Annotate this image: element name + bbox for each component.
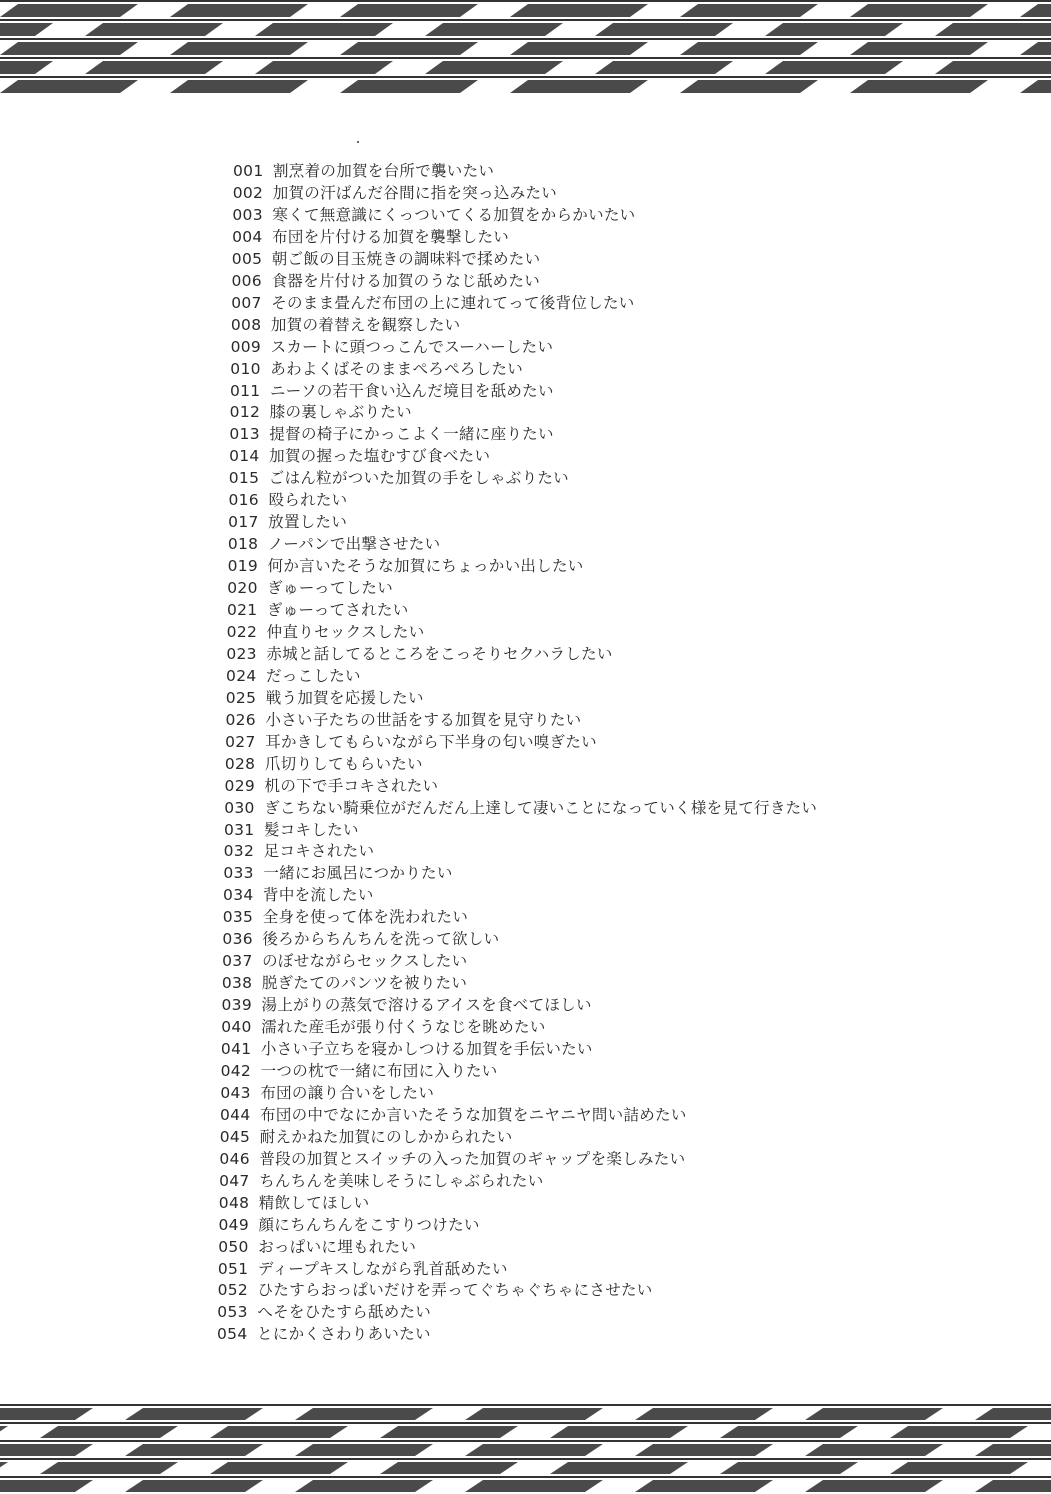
item-text: 朝ご飯の目玉焼きの調味料で揉めたい [271,249,541,268]
feather-segment [510,4,648,17]
feather-segment [680,80,818,93]
list-item [218,1236,416,1258]
item-text: 精飲してほしい [258,1193,370,1212]
list-item [219,1148,685,1170]
feather-segment [85,23,223,36]
item-text: 加賀の汗ばんだ谷間に指を突っ込みたい [272,183,558,202]
list-item [226,643,612,665]
list-item [232,204,635,226]
list-item [233,160,494,182]
list-item [228,489,347,511]
feather-segment [0,1426,8,1438]
item-number: 042 [220,1061,252,1080]
item-number: 009 [230,337,262,356]
feather-segment [125,1444,263,1456]
item-number: 029 [224,776,256,795]
list-item [218,1258,508,1280]
item-number: 031 [223,820,255,839]
stray-dot [357,141,359,143]
item-number: 019 [227,557,259,576]
bottom-arrow-pattern-band [0,1404,1051,1494]
item-number: 052 [217,1281,249,1300]
item-number: 004 [232,227,263,246]
arrow-feather-pattern-bottom [0,1404,1051,1494]
item-text: スカートに頭つっこんでスーハーしたい [270,337,554,356]
band-rule [0,57,1051,59]
feather-segment [975,1480,1051,1492]
item-text: 加賀の握った塩むすび食べたい [269,447,491,466]
feather-segment [1020,4,1051,17]
feather-segment [0,1480,93,1492]
feather-segment [125,1408,263,1420]
item-text: 布団の中でなにか言いたそうな加賀をニヤニヤ問い詰めたい [260,1105,687,1124]
item-text: ひたすらおっぱいだけを弄ってぐちゃぐちゃにさせたい [257,1281,653,1300]
list-item [222,972,467,994]
item-text: ニーソの若干食い込んだ境目を舐めたい [269,381,554,400]
feather-segment [720,1426,858,1438]
list-item [229,467,569,489]
arrow-feather-pattern-top [0,0,1051,105]
list-item [229,423,553,445]
item-text: 放置したい [268,513,348,532]
item-number: 043 [220,1083,251,1102]
list-item [231,336,554,358]
list-item [223,862,452,884]
item-text: 寒くて無意識にくっついてくる加賀をからかいたい [272,205,636,224]
item-text: 何か言いたそうな加賀にちょっかい出したい [267,557,584,576]
list-item [231,314,461,336]
item-number: 001 [233,162,264,180]
item-text: 耐えかねた加賀にのしかかられたい [259,1127,513,1146]
item-text: 爪切りしてもらいたい [264,754,423,773]
list-item [230,358,523,380]
list-item [225,775,439,797]
item-number: 016 [228,491,259,510]
item-text: ぎゅーってされたい [266,601,409,619]
item-text: 小さい子立ちを寝かしつける加賀を手伝いたい [260,1040,593,1058]
item-text: 背中を流したい [263,886,374,905]
band-rule [0,0,1051,2]
list-item [218,1279,653,1301]
item-text: 殴られたい [268,491,348,510]
feather-segment [0,1444,93,1456]
feather-segment [0,80,138,93]
item-number: 035 [222,908,254,927]
list-item [217,1323,431,1345]
item-text: 一つの枕で一緒に布団に入りたい [260,1061,498,1080]
item-number: 028 [224,754,256,773]
item-text: ぎゅーってしたい [267,579,394,598]
item-text: 膝の裏しゃぶりたい [269,403,412,422]
feather-segment [170,80,308,93]
item-number: 010 [230,359,261,378]
feather-segment [425,23,563,36]
item-number: 038 [221,974,253,993]
feather-segment [380,1426,518,1438]
feather-segment [850,80,988,93]
item-number: 015 [228,469,260,488]
list-item [221,1038,593,1060]
list-item [219,1170,543,1192]
item-number: 014 [229,447,260,466]
item-text: ちんちんを美味しそうにしゃぶられたい [259,1171,544,1190]
list-item [230,401,412,423]
feather-segment [635,1444,773,1456]
band-rule [0,38,1051,40]
list-item [223,906,468,928]
item-number: 040 [221,1018,252,1037]
feather-segment [890,1426,1028,1438]
item-number: 017 [228,513,259,532]
feather-segment [295,1444,433,1456]
band-rule [0,1422,1051,1424]
item-number: 039 [221,996,253,1015]
feather-segment [170,4,308,17]
list-item [225,709,581,731]
item-text: そのまま畳んだ布団の上に連れてって後背位したい [271,293,635,312]
feather-segment [340,80,478,93]
item-number: 054 [217,1325,248,1344]
feather-segment [255,61,393,74]
item-number: 051 [217,1259,249,1278]
item-number: 045 [219,1127,251,1146]
item-number: 025 [225,688,257,707]
list-item [227,621,425,643]
feather-segment [550,1462,688,1474]
feather-segment [890,1462,1028,1474]
feather-segment [340,4,478,17]
feather-segment [40,1462,178,1474]
feather-segment [0,23,53,36]
item-text: だっこしたい [266,666,361,685]
item-number: 007 [231,293,262,312]
band-rule [0,1476,1051,1478]
list-item [221,1016,545,1038]
feather-segment [210,1426,348,1438]
item-number: 012 [229,403,261,422]
feather-segment [975,1444,1051,1456]
list-item [222,994,592,1016]
feather-segment [805,1444,943,1456]
item-text: 濡れた産毛が張り付くうなじを眺めたい [261,1018,546,1037]
list-item [228,555,584,577]
item-text: おっぱいに埋もれたい [258,1237,417,1256]
feather-segment [680,4,818,17]
item-text: ディープキスしながら乳首舐めたい [257,1259,508,1278]
feather-segment [595,61,733,74]
list-item [221,1060,498,1082]
list-item [217,1301,431,1323]
feather-segment [510,80,648,93]
item-text: ぎこちない騎乗位がだんだん上達して凄いことになっていく様を見て行きたい [264,798,818,817]
item-text: 普段の加賀とスイッチの入った加賀のギャップを楽しみたい [259,1149,686,1168]
feather-segment [550,1426,688,1438]
item-number: 048 [218,1193,250,1212]
item-number: 011 [229,381,261,400]
list-item [229,445,490,467]
list-item [230,380,554,402]
item-number: 034 [223,886,254,905]
item-number: 023 [226,644,257,663]
item-number: 022 [226,622,258,641]
feather-segment [765,61,903,74]
item-number: 018 [227,535,259,554]
item-number: 036 [222,930,253,949]
feather-segment [380,1462,518,1474]
feather-segment [0,4,138,17]
list-item [222,928,499,950]
feather-segment [935,23,1051,36]
item-text: 提督の椅子にかっこよく一緒に座りたい [269,425,554,444]
feather-segment [805,1480,943,1492]
list-item [219,1214,480,1236]
item-text: 割烹着の加賀を台所で襲いたい [273,162,495,180]
feather-segment [635,1408,773,1420]
item-text: 布団を片付ける加賀を襲撃したい [272,227,510,246]
feather-segment [635,1480,773,1492]
feather-segment [465,1480,603,1492]
item-text: 全身を使って体を洗われたい [262,908,469,927]
band-rule [0,1458,1051,1460]
item-number: 002 [232,183,264,202]
feather-segment [210,1462,348,1474]
list-item [227,599,409,621]
feather-segment [805,1408,943,1420]
band-rule [0,76,1051,78]
feather-segment [465,1408,603,1420]
item-text: のぼせながらセックスしたい [262,952,468,971]
band-rule [0,1404,1051,1406]
item-number: 020 [227,579,258,598]
list-item [233,182,557,204]
list-item [228,511,347,533]
item-number: 053 [217,1303,248,1322]
feather-segment [680,42,818,55]
item-number: 030 [224,798,255,817]
list-item [232,226,509,248]
feather-segment [340,42,478,55]
item-number: 050 [218,1237,249,1256]
item-number: 006 [231,271,262,290]
item-number: 013 [229,425,260,444]
feather-segment [125,1480,263,1492]
item-text: 耳かきしてもらいながら下半身の匂い嗅ぎたい [265,732,597,751]
list-item [226,687,424,709]
feather-segment [255,23,393,36]
item-text: 布団の譲り合いをしたい [260,1083,435,1102]
list-item [222,950,467,972]
band-rule [0,19,1051,21]
item-text: 食器を片付ける加賀のうなじ舐めたい [271,271,541,290]
item-number: 026 [225,710,256,729]
feather-segment [170,42,308,55]
item-text: 後ろからちんちんを洗って欲しい [262,930,500,949]
feather-segment [935,61,1051,74]
list-item [224,797,817,819]
top-arrow-pattern-band [0,0,1051,105]
feather-segment [425,61,563,74]
item-number: 003 [232,205,263,224]
item-text: あわよくばそのままぺろぺろしたい [270,359,524,378]
item-text: ごはん粒がついた加賀の手をしゃぶりたい [268,469,569,488]
feather-segment [850,4,988,17]
item-number: 049 [218,1215,249,1234]
item-number: 008 [230,315,262,334]
list-item [232,248,541,270]
feather-segment [0,1462,8,1474]
item-number: 032 [223,842,255,861]
list-item [220,1126,513,1148]
item-number: 005 [231,249,263,268]
item-text: とにかくさわりあいたい [257,1325,431,1344]
list-item [220,1104,687,1126]
item-number: 021 [226,601,258,619]
item-number: 044 [220,1105,251,1124]
item-text: 一緒にお風呂につかりたい [263,864,453,883]
item-number: 037 [222,952,253,971]
feather-segment [1020,42,1051,55]
item-text: ノーパンで出撃させたい [267,535,441,554]
item-number: 041 [220,1040,252,1058]
item-text: 戦う加賀を応援したい [265,688,424,707]
list-item [228,533,441,555]
feather-segment [510,42,648,55]
list-item [225,731,597,753]
item-text: 小さい子たちの世話をする加賀を見守りたい [265,710,582,729]
feather-segment [0,1408,93,1420]
feather-segment [720,1462,858,1474]
list-item [220,1082,434,1104]
feather-segment [295,1480,433,1492]
feather-segment [85,61,223,74]
item-text: へそをひたすら舐めたい [257,1303,432,1322]
item-number: 024 [226,666,257,685]
feather-segment [765,23,903,36]
feather-segment [0,42,138,55]
item-number: 046 [219,1149,250,1168]
feather-segment [465,1444,603,1456]
list-item [224,819,359,841]
item-text: 髪コキしたい [263,820,359,839]
item-text: 仲直りセックスしたい [266,622,425,641]
feather-segment [850,42,988,55]
list-item [226,665,361,687]
item-text: 加賀の着替えを観察したい [270,315,461,334]
feather-segment [595,23,733,36]
list-item [227,577,393,599]
list-item [224,840,375,862]
list-item [223,884,374,906]
list-item [225,753,423,775]
feather-segment [295,1408,433,1420]
item-text: 足コキされたい [263,842,375,861]
feather-segment [975,1408,1051,1420]
list-item [219,1192,370,1214]
item-text: 赤城と話してるところをこっそりセクハラしたい [266,644,613,663]
item-text: 机の下で手コキされたい [264,776,439,795]
item-number: 027 [225,732,256,751]
item-number: 033 [223,864,254,883]
list-item [231,270,540,292]
feather-segment [40,1426,178,1438]
feather-segment [0,61,53,74]
item-text: 脱ぎたてのパンツを被りたい [261,974,468,993]
item-number: 047 [219,1171,250,1190]
feather-segment [1020,80,1051,93]
item-text: 顔にちんちんをこすりつけたい [258,1215,480,1234]
list-item [231,292,634,314]
band-rule [0,1440,1051,1442]
item-text: 湯上がりの蒸気で溶けるアイスを食べてほしい [261,996,592,1015]
